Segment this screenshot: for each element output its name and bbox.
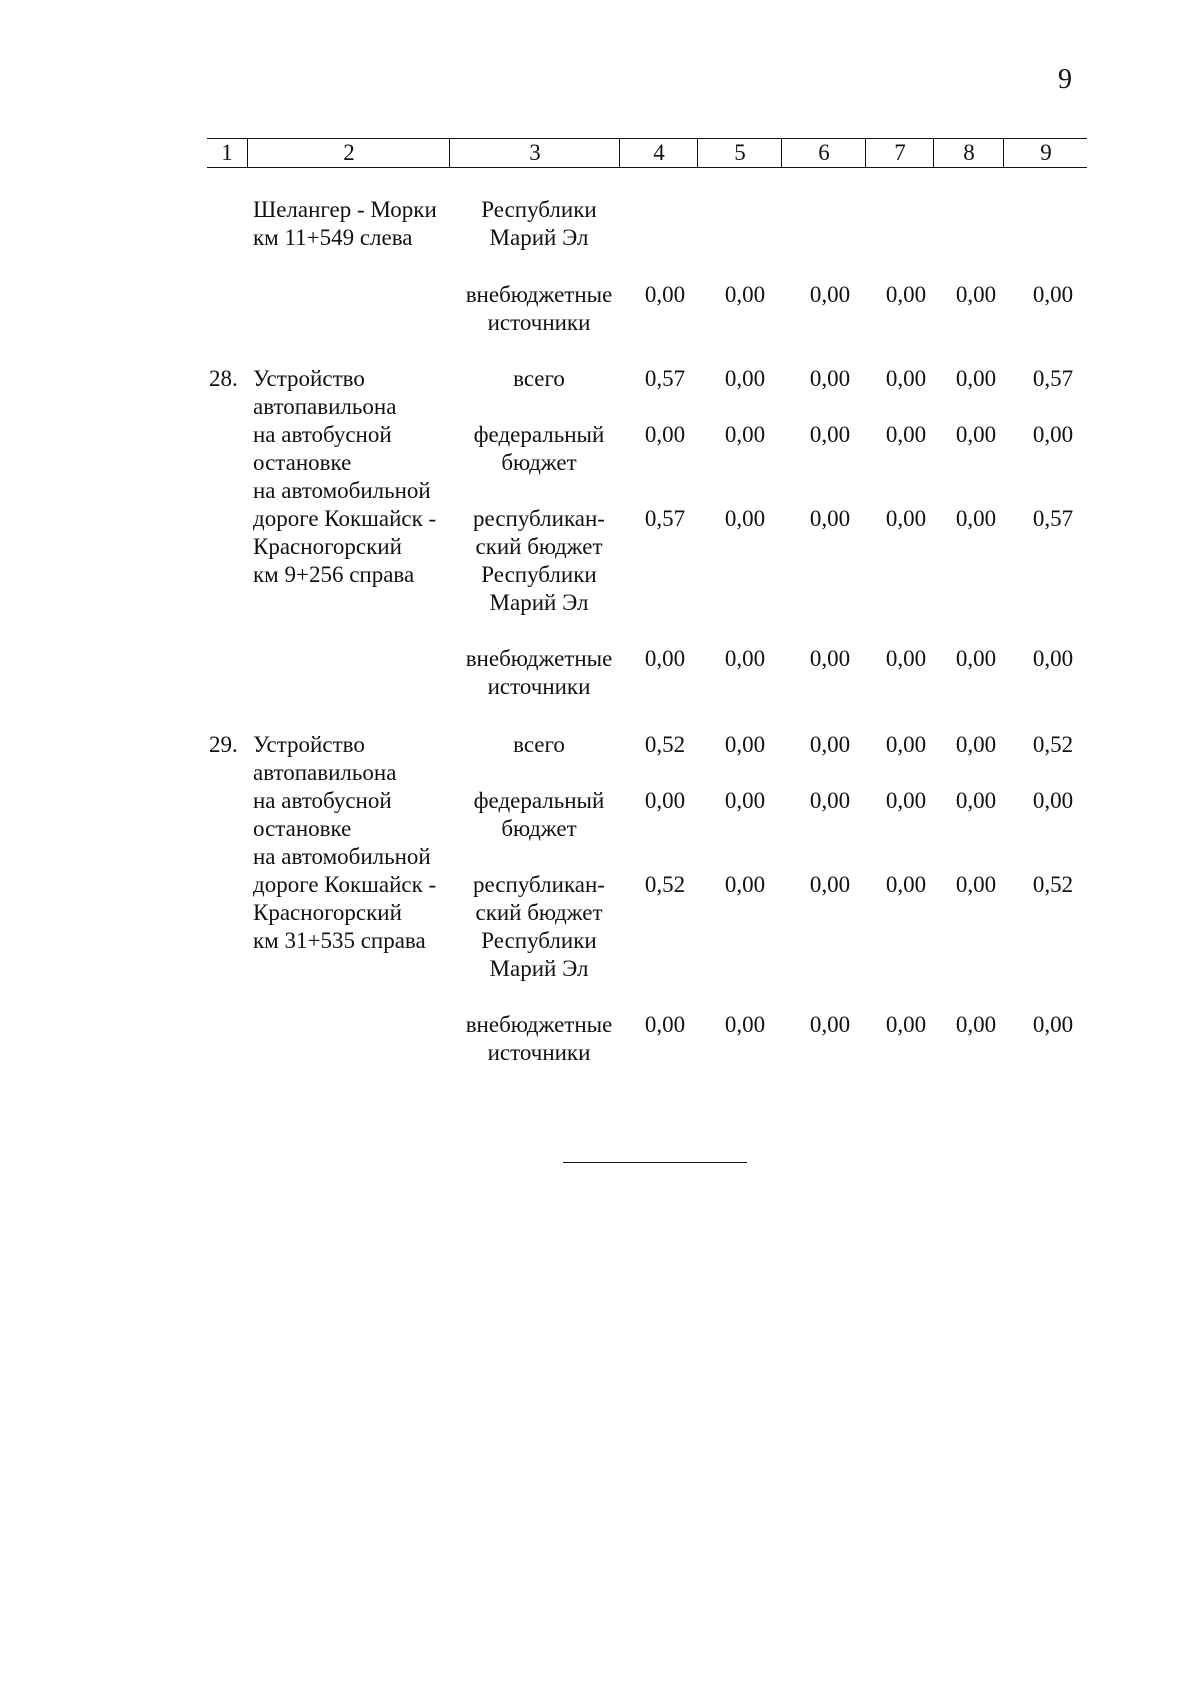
item-name-line: Устройство xyxy=(253,366,365,391)
value-cell: 0,00 xyxy=(724,366,766,391)
item-name-line: Красногорский xyxy=(253,900,402,925)
value-cell: 0,00 xyxy=(644,422,686,447)
value-cell: 0,00 xyxy=(644,282,686,307)
source-label-line: всего xyxy=(513,366,565,391)
item-name-line: км 9+256 справа xyxy=(253,562,415,587)
value-cell: 0,00 xyxy=(724,732,766,757)
value-cell: 0,00 xyxy=(809,422,851,447)
source-label-line: Республики xyxy=(481,928,597,953)
value-cell: 0,00 xyxy=(1032,282,1074,307)
value-cell: 0,00 xyxy=(955,732,997,757)
source-label-line: источники xyxy=(487,310,591,335)
value-cell: 0,00 xyxy=(724,646,766,671)
source-label-line: источники xyxy=(487,674,591,699)
value-cell: 0,00 xyxy=(724,788,766,813)
value-cell: 0,00 xyxy=(885,872,927,897)
table-header xyxy=(207,138,1087,168)
value-cell: 0,00 xyxy=(955,1012,997,1037)
value-cell: 0,00 xyxy=(955,506,997,531)
item-name-line: на автобусной xyxy=(253,788,392,813)
header-col-5: 5 xyxy=(697,139,782,167)
value-cell: 0,00 xyxy=(809,872,851,897)
value-cell: 0,00 xyxy=(809,732,851,757)
item-name-line: км 11+549 слева xyxy=(253,225,413,250)
item-name-line: остановке xyxy=(253,816,352,841)
item-name-line: на автобусной xyxy=(253,422,392,447)
source-label-line: ский бюджет xyxy=(475,900,603,925)
header-col-1: 1 xyxy=(221,140,233,165)
source-label-line: бюджет xyxy=(501,816,577,841)
item-name-line: остановке xyxy=(253,450,352,475)
value-cell: 0,52 xyxy=(1032,732,1074,757)
value-cell: 0,57 xyxy=(1032,506,1074,531)
value-cell: 0,52 xyxy=(644,872,686,897)
item-name-line: дороге Кокшайск - xyxy=(253,506,437,531)
source-label-line: республикан- xyxy=(473,872,605,897)
value-cell: 0,00 xyxy=(885,788,927,813)
value-cell: 0,57 xyxy=(644,366,686,391)
header-col-3: 3 xyxy=(449,139,620,167)
value-cell: 0,00 xyxy=(724,1012,766,1037)
value-cell: 0,00 xyxy=(809,506,851,531)
header-col-9: 9 xyxy=(1003,139,1088,167)
value-cell: 0,00 xyxy=(885,1012,927,1037)
source-label-line: Республики xyxy=(481,197,597,222)
value-cell: 0,00 xyxy=(1032,646,1074,671)
value-cell: 0,57 xyxy=(1032,366,1074,391)
source-label-line: республикан- xyxy=(473,506,605,531)
item-name-line: дороге Кокшайск - xyxy=(253,872,437,897)
header-col-8: 8 xyxy=(933,139,1004,167)
item-name-line: на автомобильной xyxy=(253,478,431,503)
value-cell: 0,00 xyxy=(955,872,997,897)
value-cell: 0,00 xyxy=(885,282,927,307)
value-cell: 0,00 xyxy=(809,788,851,813)
value-cell: 0,00 xyxy=(885,646,927,671)
header-col-6: 6 xyxy=(781,139,866,167)
value-cell: 0,00 xyxy=(955,282,997,307)
value-cell: 0,00 xyxy=(885,422,927,447)
value-cell: 0,00 xyxy=(885,732,927,757)
closing-line xyxy=(563,1162,747,1163)
value-cell: 0,57 xyxy=(644,506,686,531)
item-name-line: Устройство xyxy=(253,732,365,757)
value-cell: 0,00 xyxy=(1032,1012,1074,1037)
value-cell: 0,00 xyxy=(955,788,997,813)
source-label-line: федеральный xyxy=(473,422,605,447)
value-cell: 0,00 xyxy=(724,872,766,897)
item-number: 29. xyxy=(209,732,238,757)
source-label-line: внебюджетные xyxy=(465,282,613,307)
value-cell: 0,00 xyxy=(955,422,997,447)
header-col-4: 4 xyxy=(619,139,698,167)
value-cell: 0,00 xyxy=(809,646,851,671)
source-label-line: ский бюджет xyxy=(475,534,603,559)
value-cell: 0,00 xyxy=(955,366,997,391)
value-cell: 0,00 xyxy=(724,282,766,307)
value-cell: 0,00 xyxy=(885,366,927,391)
header-col-2: 2 xyxy=(247,139,450,167)
value-cell: 0,00 xyxy=(644,1012,686,1037)
item-name-line: автопавильона xyxy=(253,394,397,419)
item-name-line: Красногорский xyxy=(253,534,402,559)
item-number: 28. xyxy=(209,366,238,391)
source-label-line: Республики xyxy=(481,562,597,587)
source-label-line: всего xyxy=(513,732,565,757)
header-col-7: 7 xyxy=(865,139,934,167)
source-label-line: бюджет xyxy=(501,450,577,475)
source-label-line: Марий Эл xyxy=(489,225,589,250)
item-name-line: на автомобильной xyxy=(253,844,431,869)
value-cell: 0,00 xyxy=(809,366,851,391)
value-cell: 0,00 xyxy=(1032,422,1074,447)
value-cell: 0,00 xyxy=(955,646,997,671)
source-label-line: источники xyxy=(487,1040,591,1065)
value-cell: 0,00 xyxy=(724,506,766,531)
source-label-line: внебюджетные xyxy=(465,1012,613,1037)
value-cell: 0,00 xyxy=(885,506,927,531)
source-label-line: Марий Эл xyxy=(489,590,589,615)
source-label-line: Марий Эл xyxy=(489,956,589,981)
source-label-line: внебюджетные xyxy=(465,646,613,671)
value-cell: 0,00 xyxy=(644,788,686,813)
value-cell: 0,00 xyxy=(809,282,851,307)
value-cell: 0,00 xyxy=(809,1012,851,1037)
value-cell: 0,00 xyxy=(724,422,766,447)
item-name-line: км 31+535 справа xyxy=(253,928,426,953)
value-cell: 0,00 xyxy=(1032,788,1074,813)
value-cell: 0,52 xyxy=(1032,872,1074,897)
item-name-line: Шелангер - Морки xyxy=(253,197,437,222)
value-cell: 0,52 xyxy=(644,732,686,757)
item-name-line: автопавильона xyxy=(253,760,397,785)
page-number: 9 xyxy=(1058,64,1072,95)
source-label-line: федеральный xyxy=(473,788,605,813)
value-cell: 0,00 xyxy=(644,646,686,671)
